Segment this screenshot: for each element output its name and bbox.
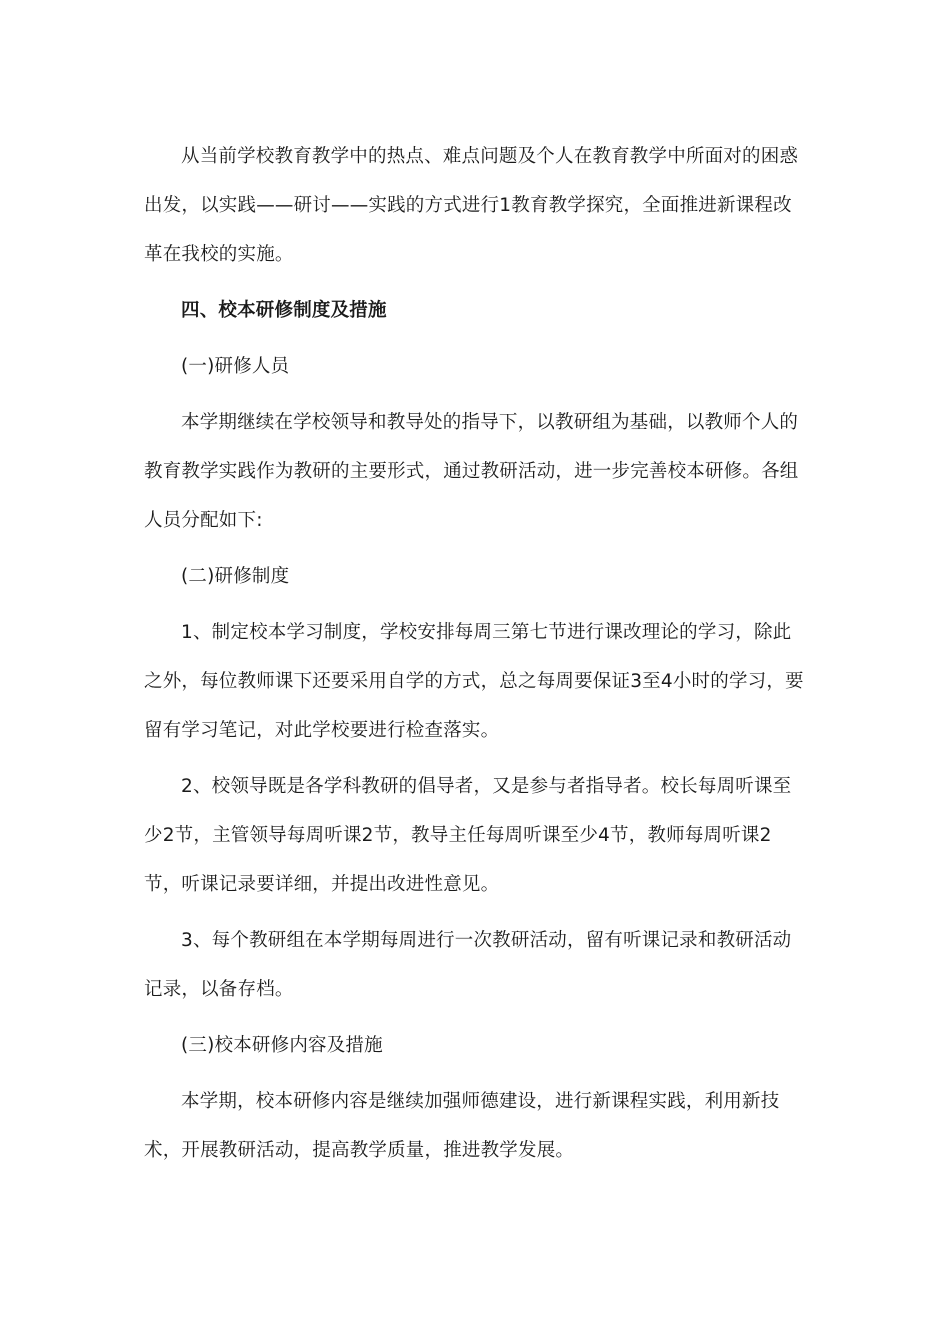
section-heading-4: 四、校本研修制度及措施 xyxy=(181,300,387,321)
subheading-system: (二)研修制度 xyxy=(181,566,290,587)
paragraph-rule-1: 1、制定校本学习制度，学校安排每周三第七节进行课改理论的学习，除此之外，每位教师课下还要采用自学的方式，总之每周要保证3至4小时的学习，要留有学习笔记，对此学校要进行检查落实。 xyxy=(144,622,804,741)
paragraph-intro: 从当前学校教育教学中的热点、难点问题及个人在教育教学中所面对的困惑出发，以实践——研讨——实践的方式进行1教育教学探究，全面推进新课程改革在我校的实施。 xyxy=(144,146,799,265)
document-body xyxy=(144,132,806,1175)
paragraph-rule-2: 2、校领导既是各学科教研的倡导者，又是参与者指导者。校长每周听课至少2节，主管领导每周听课2节，教导主任每周听课至少4节，教师每周听课2节，听课记录要详细，并提出改进性意见。 xyxy=(144,776,792,895)
paragraph-staff: 本学期继续在学校领导和教导处的指导下，以教研组为基础，以教师个人的教育教学实践作为教研的主要形式，通过教研活动，进一步完善校本研修。各组人员分配如下: xyxy=(144,412,799,531)
paragraph-rule-3: 3、每个教研组在本学期每周进行一次教研活动，留有听课记录和教研活动记录，以备存档。 xyxy=(144,930,792,1000)
subheading-content: (三)校本研修内容及措施 xyxy=(181,1035,383,1056)
paragraph-content: 本学期，校本研修内容是继续加强师德建设，进行新课程实践，利用新技术，开展教研活动，提高教学质量，推进教学发展。 xyxy=(144,1091,780,1161)
subheading-staff: (一)研修人员 xyxy=(181,356,290,377)
